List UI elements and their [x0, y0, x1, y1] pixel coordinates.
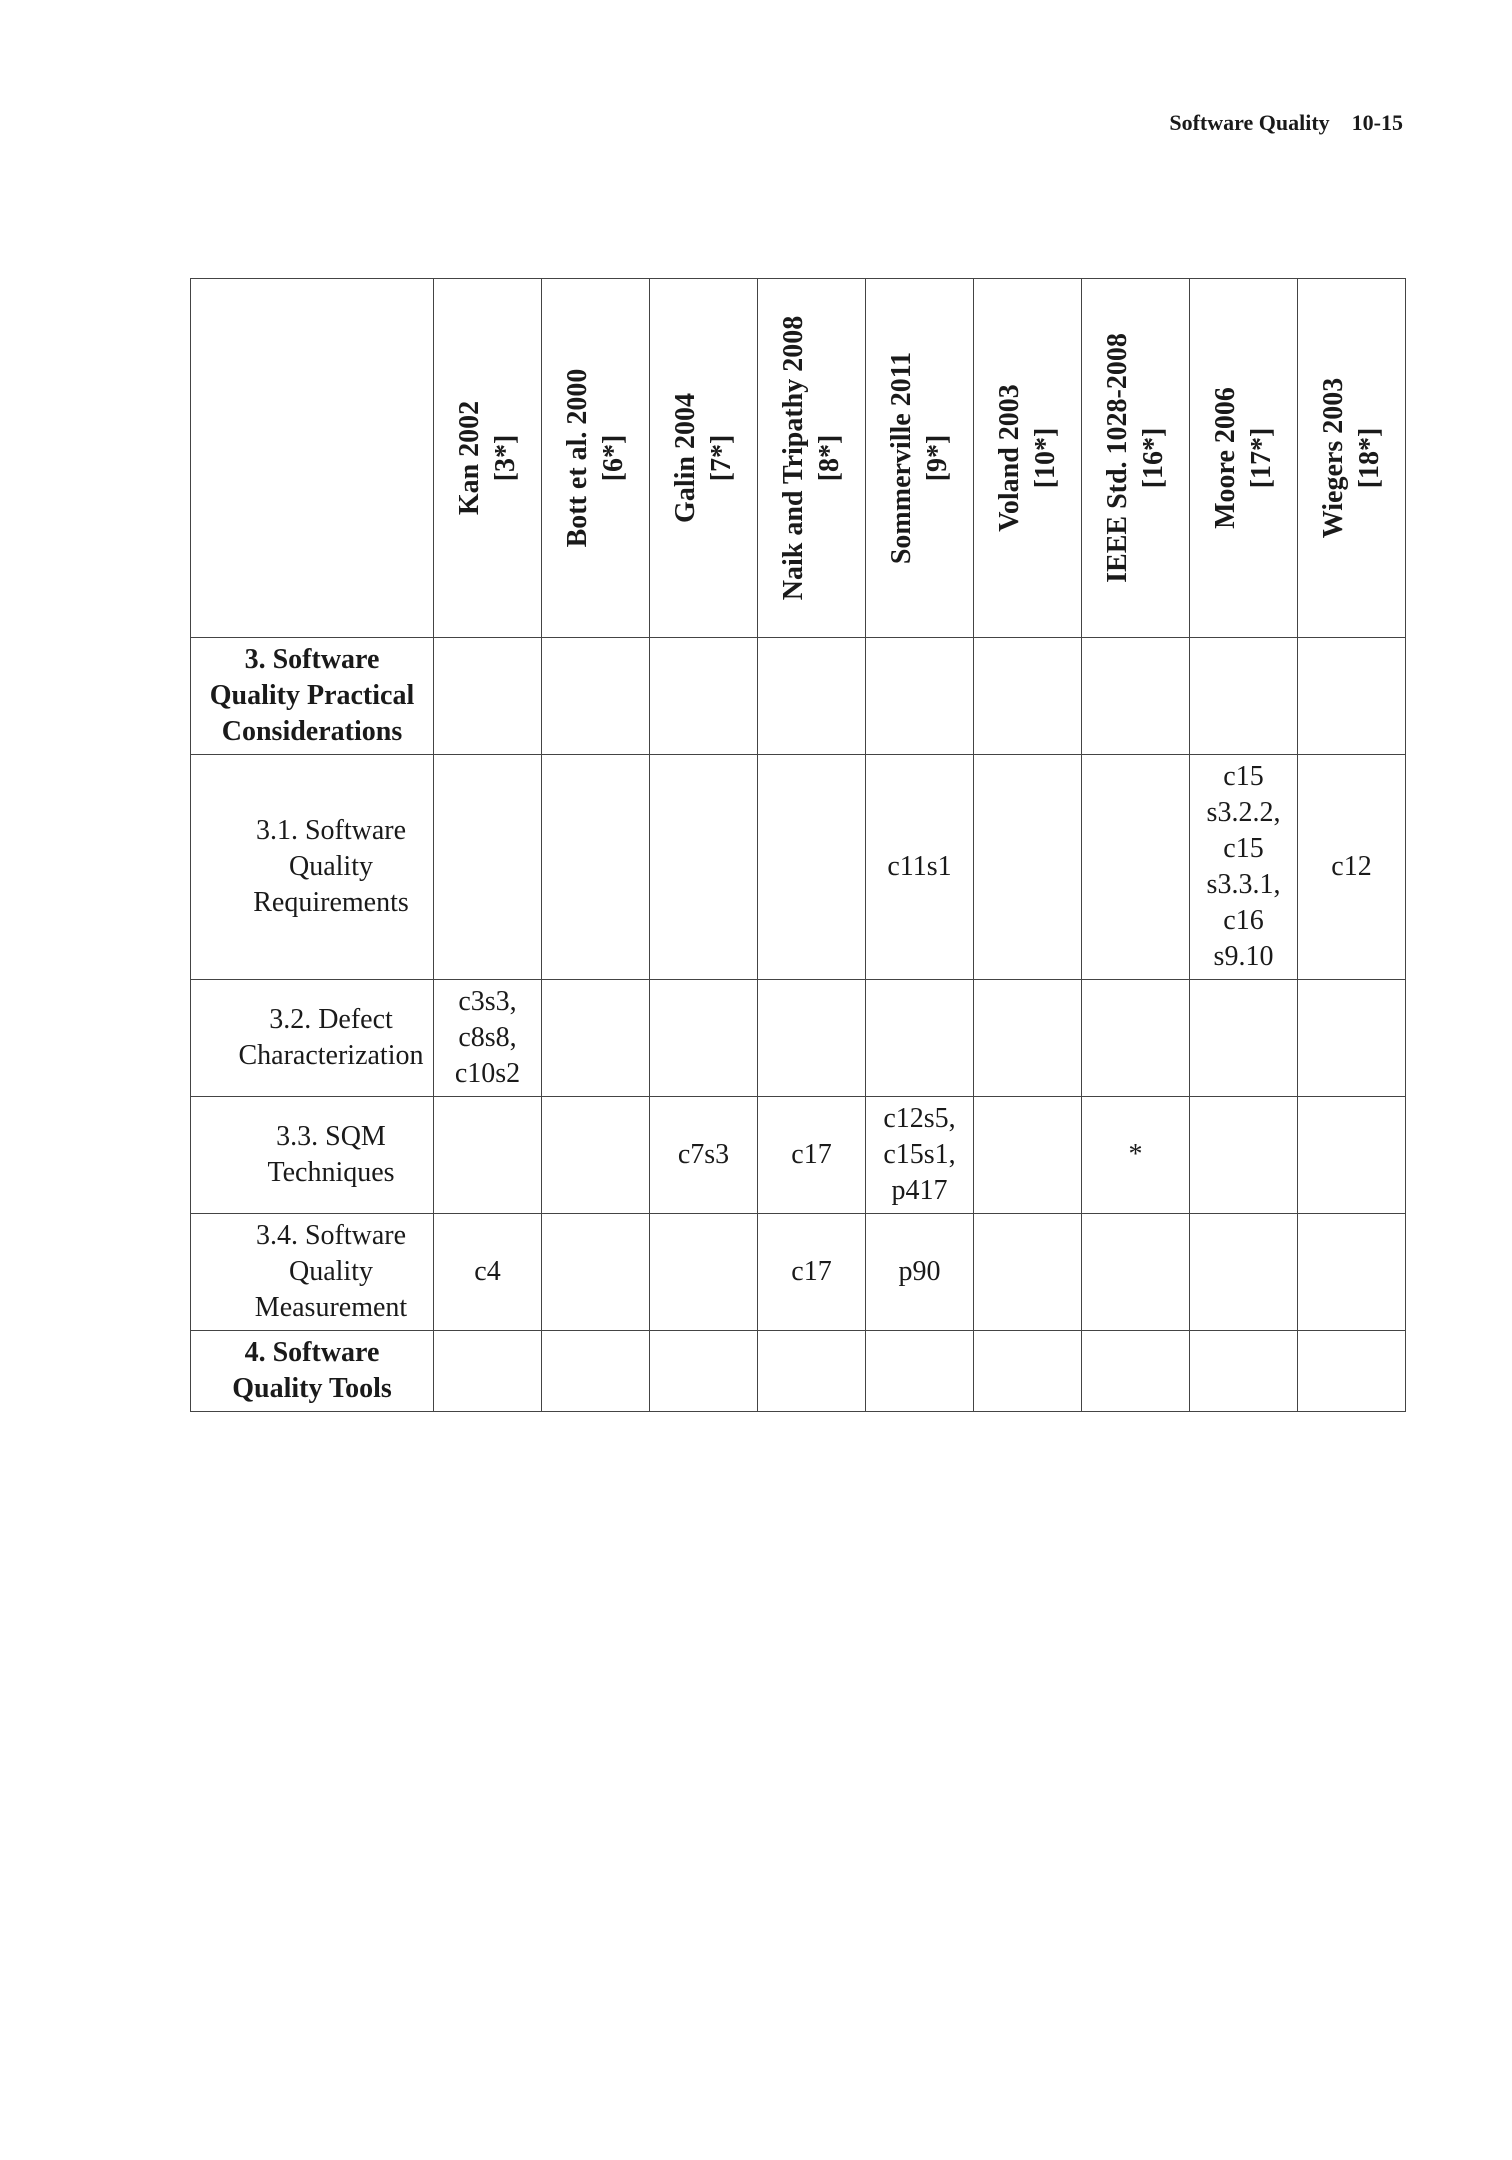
table-cell [758, 980, 866, 1097]
table-cell [1082, 1214, 1190, 1331]
table-cell [542, 1331, 650, 1412]
table-cell [974, 980, 1082, 1097]
table-cell [866, 1331, 974, 1412]
column-header-voland [974, 279, 1082, 638]
table-cell [974, 1214, 1082, 1331]
table-row-3-2 [191, 980, 1406, 1097]
column-header-galin [650, 279, 758, 638]
column-ref: [10*] [1029, 427, 1061, 489]
table-row-section-4 [191, 1331, 1406, 1412]
table-cell: p90 [866, 1214, 974, 1331]
table-cell [1298, 1331, 1406, 1412]
column-header-naik [758, 279, 866, 638]
table-row-section-3 [191, 638, 1406, 755]
table-cell [434, 1097, 542, 1214]
column-header-wiegers [1298, 279, 1406, 638]
table-cell [542, 1097, 650, 1214]
table-cell [1082, 755, 1190, 980]
column-ref: [16*] [1137, 427, 1169, 489]
header-row [191, 279, 1406, 638]
column-ref: [17*] [1245, 427, 1277, 489]
table-cell [542, 980, 650, 1097]
table-cell [650, 1331, 758, 1412]
table-cell [1298, 1214, 1406, 1331]
table-cell [1298, 1097, 1406, 1214]
table-cell: c11s1 [866, 755, 974, 980]
table-cell [1082, 980, 1190, 1097]
table-cell [542, 1214, 650, 1331]
running-header [1169, 110, 1403, 136]
column-ref: [18*] [1353, 427, 1385, 489]
column-author: Voland 2003 [993, 384, 1025, 532]
table-cell: c3s3, c8s8, c10s2 [434, 980, 542, 1097]
table-row-3-3 [191, 1097, 1406, 1214]
table-cell: c17 [758, 1097, 866, 1214]
topic-label: 4. Software Quality Tools [191, 1331, 434, 1412]
table-cell [758, 755, 866, 980]
table-cell: c15 s3.2.2, c15 s3.3.1, c16 s9.10 [1190, 755, 1298, 980]
table-cell [542, 638, 650, 755]
table-row-3-4 [191, 1214, 1406, 1331]
header-title: Software Quality [1169, 110, 1330, 135]
table-cell [758, 638, 866, 755]
table-cell [1298, 638, 1406, 755]
table-cell [1082, 1331, 1190, 1412]
table-cell [974, 755, 1082, 980]
table-cell: * [1082, 1097, 1190, 1214]
table-cell [866, 980, 974, 1097]
column-ref: [3*] [489, 434, 521, 482]
column-author: Sommerville 2011 [885, 351, 917, 565]
corner-cell [191, 279, 434, 638]
topic-label: 3. Software Quality Practical Considerations [191, 638, 434, 755]
table-cell [1082, 638, 1190, 755]
table-cell [650, 980, 758, 1097]
table-cell [758, 1331, 866, 1412]
table-cell [434, 755, 542, 980]
column-author: Kan 2002 [453, 400, 485, 516]
table-cell: c4 [434, 1214, 542, 1331]
table-cell [650, 1214, 758, 1331]
table-cell [1190, 980, 1298, 1097]
topics-vs-reference-material-table [190, 278, 1406, 1412]
topic-label: 3.3. SQM Techniques [191, 1097, 434, 1214]
column-ref: [6*] [597, 434, 629, 482]
table-cell [1190, 638, 1298, 755]
table-cell [542, 755, 650, 980]
table-cell: c12s5, c15s1, p417 [866, 1097, 974, 1214]
table-cell [1190, 1097, 1298, 1214]
column-author: Galin 2004 [669, 393, 701, 523]
column-author: Bott et al. 2000 [561, 368, 593, 548]
table-cell [434, 1331, 542, 1412]
column-author: Wiegers 2003 [1317, 377, 1349, 539]
topic-label: 3.2. Defect Characterization [191, 980, 434, 1097]
topic-label: 3.1. Software Quality Requirements [191, 755, 434, 980]
table-cell [974, 1097, 1082, 1214]
column-header-bott [542, 279, 650, 638]
table-cell: c7s3 [650, 1097, 758, 1214]
column-ref: [7*] [705, 434, 737, 482]
column-header-ieee [1082, 279, 1190, 638]
column-header-moore [1190, 279, 1298, 638]
column-ref: [9*] [921, 434, 953, 482]
table-cell [1190, 1214, 1298, 1331]
table-cell [866, 638, 974, 755]
column-author: IEEE Std. 1028-2008 [1101, 333, 1133, 583]
table-row-3-1 [191, 755, 1406, 980]
column-author: Moore 2006 [1209, 387, 1241, 529]
table-cell [974, 1331, 1082, 1412]
column-header-sommerville [866, 279, 974, 638]
table-cell [434, 638, 542, 755]
table-cell: c17 [758, 1214, 866, 1331]
table-cell [1190, 1331, 1298, 1412]
table-cell [650, 638, 758, 755]
table-cell: c12 [1298, 755, 1406, 980]
column-author: Naik and Tripathy 2008 [777, 315, 809, 601]
table-cell [974, 638, 1082, 755]
column-ref: [8*] [813, 434, 845, 482]
topic-label: 3.4. Software Quality Measurement [191, 1214, 434, 1331]
table-cell [1298, 980, 1406, 1097]
table-cell [650, 755, 758, 980]
page-number: 10-15 [1351, 110, 1403, 135]
column-header-kan [434, 279, 542, 638]
